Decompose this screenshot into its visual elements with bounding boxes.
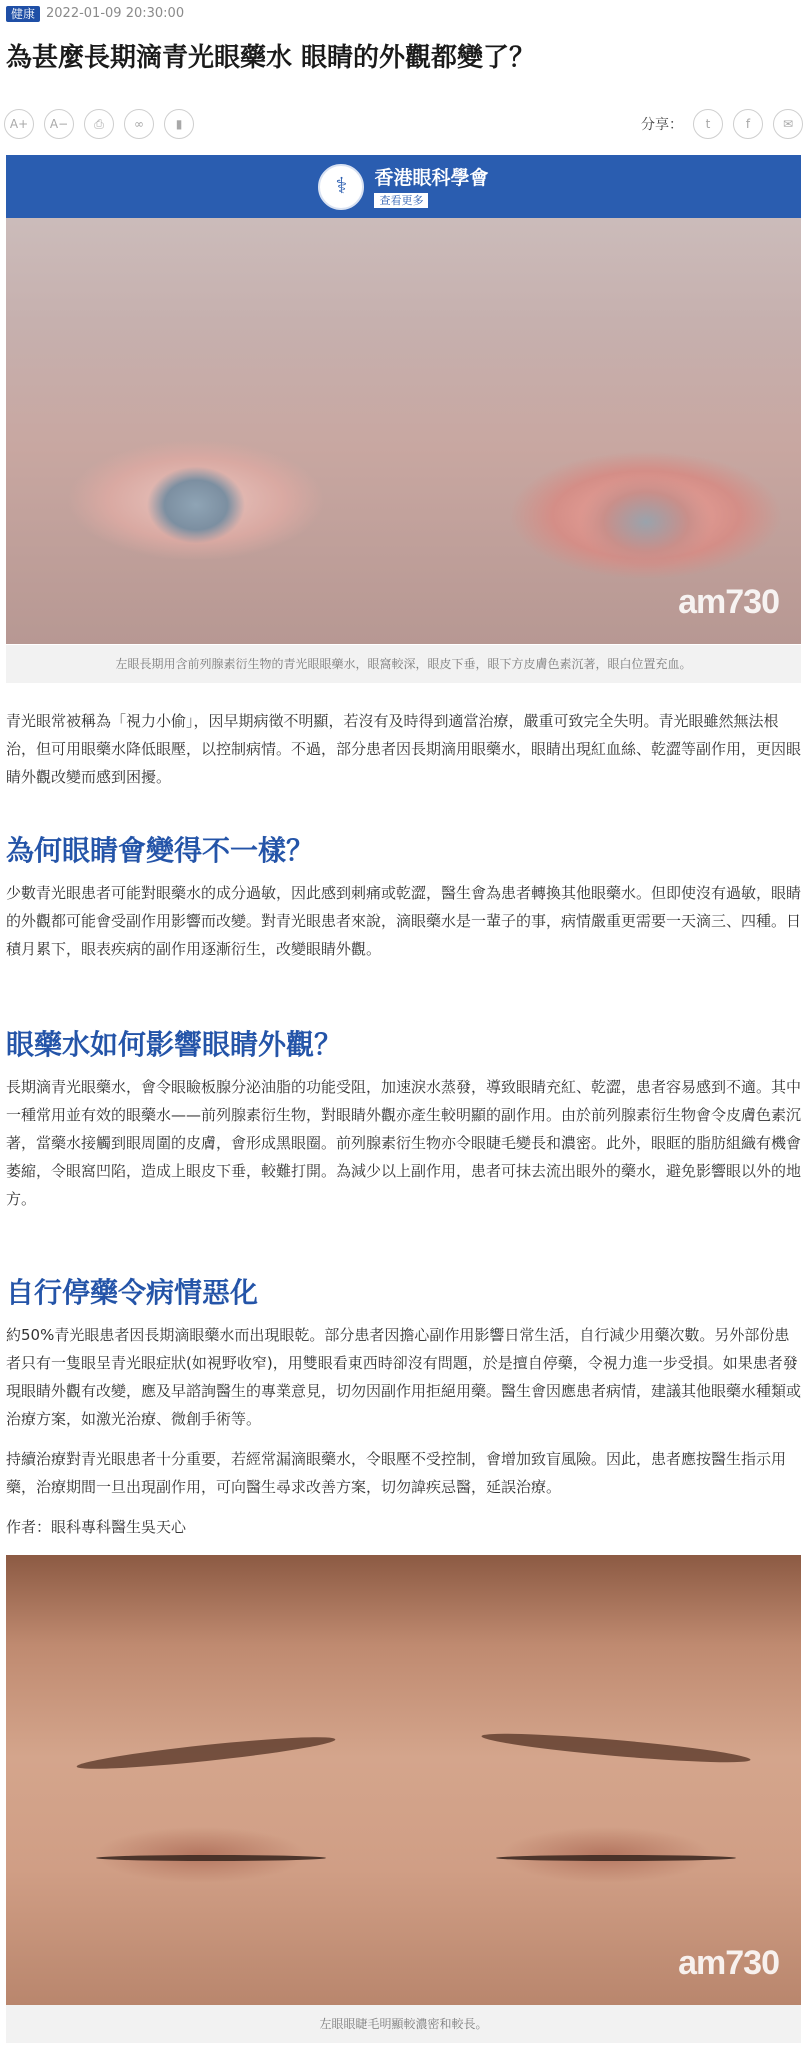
eyes-photo [6,150,801,644]
bookmark-icon[interactable]: ▮ [164,109,194,139]
share-bar [641,109,803,139]
watermark-logo: am730 [678,583,779,621]
figure-caption: 左眼長期用含前列腺素衍生物的青光眼眼藥水，眼窩較深，眼皮下垂，眼下方皮膚色素沉著，眼白位置充血。 [6,645,801,683]
article-meta [0,0,807,22]
figure-eyes-open [6,150,801,645]
twitter-icon[interactable]: t [693,109,723,139]
reading-tools [4,109,204,139]
intro-paragraph: 青光眼常被稱為「視力小偷」，因早期病徵不明顯，若沒有及時得到適當治療，嚴重可致完全失明。青光眼雖然無法根治，但可用眼藥水降低眼壓，以控制病情。不過，部分患者因長期滴用眼藥水，眼睛出現紅血絲、乾澀等副作用，更因眼睛外觀改變而感到困擾。 [6,712,802,786]
section-heading: 為何眼睛會變得不一樣？ [6,834,315,867]
view-more-button[interactable]: 查看更多 [374,193,428,208]
font-decrease-icon[interactable]: A− [44,109,74,139]
publish-date: 2022-01-09 20:30:00 [46,6,185,21]
facebook-icon[interactable]: f [733,109,763,139]
closed-eyes-photo [6,1555,801,2005]
email-icon[interactable]: ✉ [773,109,803,139]
section-heading: 自行停藥令病情惡化 [6,1276,259,1309]
link-icon[interactable]: ∞ [124,109,154,139]
section-paragraph: 持續治療對青光眼患者十分重要，若經常漏滴眼藥水，令眼壓不受控制，會增加致盲風險。因此，患者應按醫生指示用藥，治療期間一旦出現副作用，可向醫生尋求改善方案，切勿諱疾忌醫，延誤治療。 [6,1450,787,1496]
section-heading: 眼藥水如何影響眼睛外觀？ [6,1028,343,1061]
category-badge[interactable]: 健康 [6,6,40,22]
section-paragraph: 少數青光眼患者可能對眼藥水的成分過敏，因此感到刺痛或乾澀，醫生會為患者轉換其他眼藥水。但即使沒有過敏，眼睛的外觀都可能會受副作用影響而改變。對青光眼患者來說，滴眼藥水是一輩子的事，病情嚴重更需要一天滴三、四種。日積月累下，眼表疾病的副作用逐漸衍生，改變眼睛外觀。 [6,884,802,958]
section-paragraph: 約50%青光眼患者因長期滴眼藥水而出現眼乾。部分患者因擔心副作用影響日常生活，自行減少用藥次數。另外部份患者只有一隻眼呈青光眼症狀(如視野收窄)，用雙眼看東西時卻沒有問題，於是擅自停藥，令視力進一步受損。如果患者發現眼睛外觀有改變，應及早諮詢醫生的專業意見，切勿因副作用拒絕用藥。醫生會因應患者病情，建議其他眼藥水種類或治療方案，如激光治療、微創手術等。 [6,1326,802,1428]
author-line: 作者：眼科專科醫生吳天心 [6,1518,187,1536]
society-name: 香港眼科學會 [374,166,489,189]
society-banner[interactable] [6,150,801,218]
article-toolbar [0,98,807,150]
society-logo-icon: ⚕ [318,164,364,210]
figure-eyes-closed [6,1555,801,2005]
font-increase-icon[interactable]: A+ [4,109,34,139]
article-title: 為甚麼長期滴青光眼藥水 眼睛的外觀都變了？ [6,43,536,73]
figure-caption: 左眼眼睫毛明顯較濃密和較長。 [6,2005,801,2043]
watermark-logo: am730 [678,1944,779,1982]
share-label: 分享： [641,117,683,133]
print-icon[interactable]: ⎙ [84,109,114,139]
section-paragraph: 長期滴青光眼藥水，會令眼瞼板腺分泌油脂的功能受阻，加速淚水蒸發，導致眼睛充紅、乾澀，患者容易感到不適。其中一種常用並有效的眼藥水——前列腺素衍生物，對眼睛外觀亦產生較明顯的副作用。由於前列腺素衍生物會令皮膚色素沉著，當藥水接觸到眼周圍的皮膚，會形成黑眼圈。前列腺素衍生物亦令眼睫毛變長和濃密。此外，眼眶的脂肪組織有機會萎縮，令眼窩凹陷，造成上眼皮下垂，較難打開。為減少以上副作用，患者可抹去流出眼外的藥水，避免影響眼以外的地方。 [6,1078,802,1208]
